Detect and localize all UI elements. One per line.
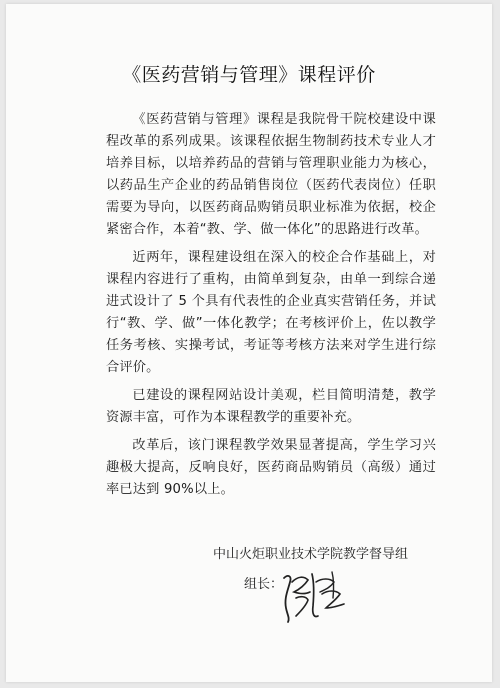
document-body <box>106 109 436 507</box>
leader-label: 组长： <box>244 577 284 592</box>
paragraph-4: 改革后，该门课程教学效果显著提高，学生学习兴趣极大提高，反响良好，医药商品购销员（高级）通过率已达到 90%以上。 <box>106 438 436 497</box>
document-title: 《医药营销与管理》课程评价 <box>122 64 376 86</box>
paragraph-1: 《医药营销与管理》课程是我院骨干院校建设中课程改革的系列成果。该课程依据生物制药技术专业人才培养目标，以培养药品的营销与管理职业能力为核心，以药品生产企业的药品销售岗位（医药代表岗位）任职需要为导向，以医药商品购销员职业标准为依据，校企紧密合作，本着“教、学、做一体化”的思路进行改革。 <box>106 112 436 237</box>
document-page <box>6 4 492 682</box>
paragraph-3: 已建设的课程网站设计美观，栏目简明清楚，教学资源丰富，可作为本课程教学的重要补充。 <box>106 388 436 425</box>
signer-organization: 中山火炬职业技术学院教学督导组 <box>213 547 409 562</box>
paragraph-2: 近两年，课程建设组在深入的校企合作基础上，对课程内容进行了重构，由简单到复杂，由单一到综合递进式设计了 5 个具有代表性的企业真实营销任务，并试行“教、学、做”一体化教学；在考核评价上，佐以教学任务考核、实操考试，考证等考核方法来对学生进行综合评价。 <box>106 250 436 375</box>
handwritten-signature <box>278 564 348 624</box>
